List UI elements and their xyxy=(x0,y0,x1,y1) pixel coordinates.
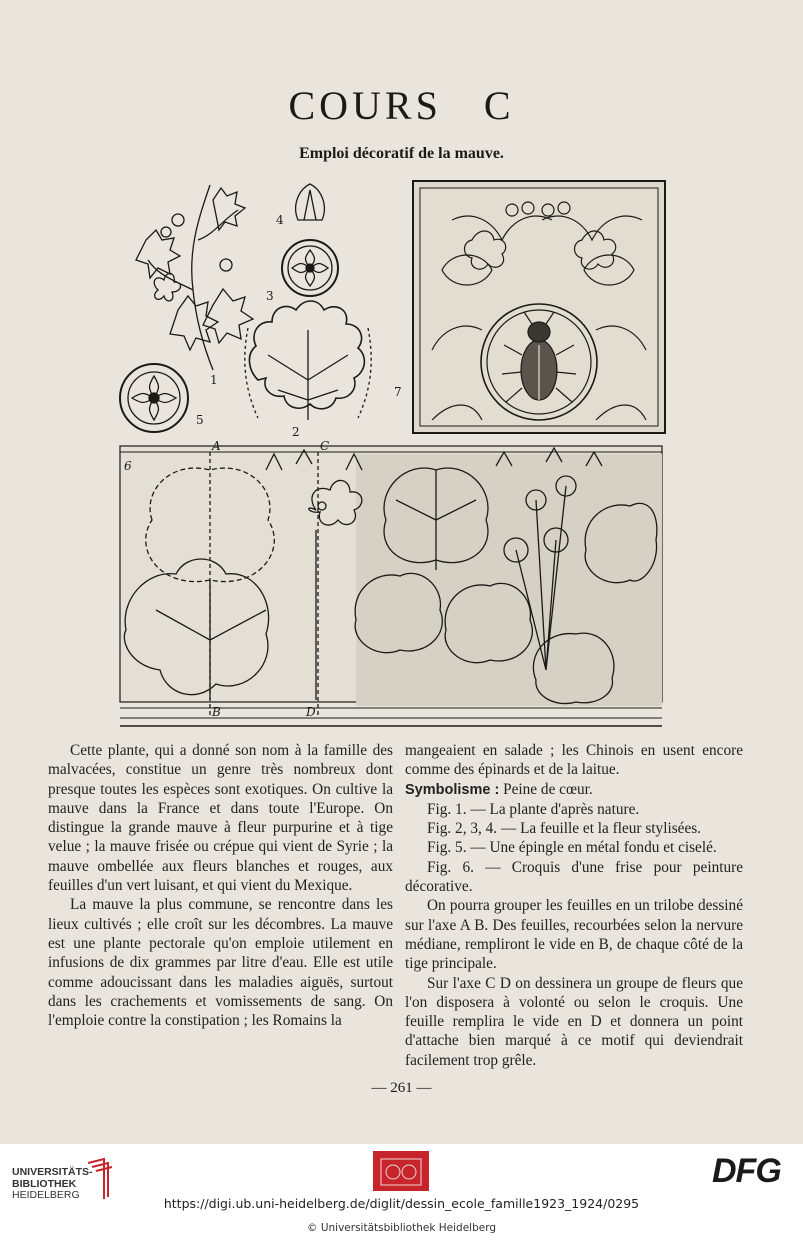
copyright-notice: © Universitätsbibliothek Heidelberg xyxy=(306,1222,496,1234)
axis-label-a: A xyxy=(212,440,221,453)
viewer-footer xyxy=(0,1144,803,1242)
text-column-left xyxy=(48,741,393,1030)
symbolisme-text: Peine de cœur. xyxy=(499,780,593,798)
project-logo[interactable] xyxy=(373,1151,429,1191)
funder-logo[interactable]: DFG xyxy=(712,1152,781,1190)
symbolisme-label: Symbolisme : xyxy=(405,781,500,798)
page-subtitle: Emploi décoratif de la mauve. xyxy=(299,145,504,162)
figure-caption: Fig. 5. — Une épingle en métal fondu et ciselé. xyxy=(427,839,717,857)
fig-label-3: 3 xyxy=(266,289,274,303)
figure-plant-illustration xyxy=(118,180,408,438)
page-title: COURS C xyxy=(288,83,515,128)
figure-caption: Fig. 6. — Croquis d'une frise pour peinture décorative. xyxy=(405,858,743,896)
library-emblem-icon xyxy=(82,1157,116,1201)
project-emblem-icon xyxy=(373,1151,429,1191)
paragraph: La mauve la plus commune, se rencontre dans les lieux cultivés ; elle croît sur les décombres. La mauve est une plante pectorale qu'on emploie utilement en infusions de dix grammes par litre d'eau. Elle est utile comme adoucissant dans les maladies aiguës, surtout dans les crachements et vomissements de sang. On l'emploie contre la constipation ; les Romains la xyxy=(48,896,393,1030)
fig-label-1: 1 xyxy=(210,373,218,387)
paragraph: Sur l'axe C D on dessinera un groupe de fleurs que l'on disposera à volonté ou selon le croquis. Une feuille remplira le vide en D et donnera un point d'attache bien marqué à ce motif qui deviendrait facilement trop grêle. xyxy=(405,974,743,1069)
fig-label-6: 6 xyxy=(124,459,132,473)
axis-label-b: B xyxy=(212,705,221,719)
permalink[interactable]: https://digi.ub.uni-heidelberg.de/diglit/dessin_ecole_famille1923_1924/0295 xyxy=(163,1196,640,1211)
axis-label-d: D xyxy=(306,705,316,719)
figure-frieze xyxy=(116,440,666,730)
paragraph: Cette plante, qui a donné son nom à la famille des malvacées, constitue un genre très nombreux dont presque toutes les espèces sont exotiques. On cultive la mauve dans la France et dans toute l'Europe. On distingue la grande mauve à fleur purpurine et à tige velue ; la mauve frisée ou crépue qui vient de Syrie ; la mauve ombellée aux fleurs blanches et rouges, aux feuilles d'un vert luisant, et qui vient du Mexique. xyxy=(48,742,393,895)
page-number: — 261 — xyxy=(371,1080,432,1096)
fig-label-7: 7 xyxy=(394,385,402,399)
fig-label-5: 5 xyxy=(196,413,204,427)
text-column-right xyxy=(405,741,743,1070)
paragraph: mangeaient en salade ; les Chinois en usent encore comme des épinards et de la laitue. xyxy=(405,742,743,779)
figure-caption: Fig. 2, 3, 4. — La feuille et la fleur stylisées. xyxy=(427,820,702,838)
axis-label-c: C xyxy=(320,440,330,453)
symbolisme-line xyxy=(405,780,743,800)
library-name: UNIVERSITÄTS- BIBLIOTHEK HEIDELBERG xyxy=(12,1166,93,1201)
fig-label-2: 2 xyxy=(292,425,300,438)
figure-caption: Fig. 1. — La plante d'après nature. xyxy=(427,800,640,818)
fig-label-4: 4 xyxy=(276,213,284,227)
paragraph: On pourra grouper les feuilles en un trilobe dessiné sur l'axe A B. Des feuilles, recourbées selon la nervure médiane, rempliront le vide en B, de chaque côté de la tige principale. xyxy=(405,897,743,973)
figure-beetle-panel xyxy=(412,180,666,434)
